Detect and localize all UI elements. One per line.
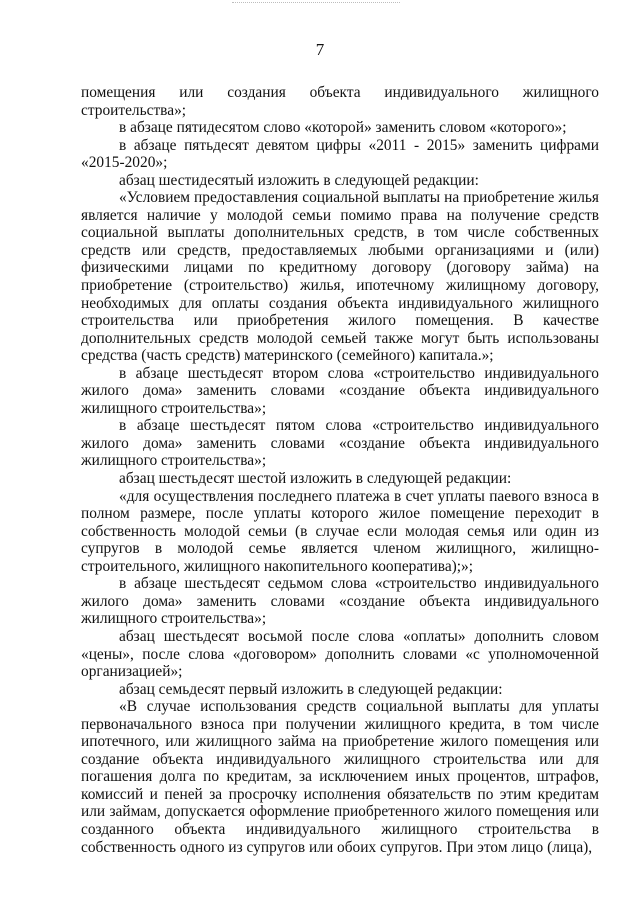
paragraph: в абзаце шестьдесят втором слова «строительство индивидуального жилого дома» заменить словами «создание объекта индивидуального жилищного строительства»; [81, 364, 599, 417]
paragraph: абзац шестидесятый изложить в следующей редакции: [119, 171, 479, 189]
paragraph: в абзаце шестьдесят пятом слова «строительство индивидуального жилого дома» заменить словами «создание объекта индивидуального жилищного строительства»; [81, 417, 599, 470]
paragraph-quote: «В случае использования средств социальной выплаты для уплаты первоначального взноса при получении жилищного кредита, в том числе ипотечного, или жилищного займа на приобретение жилого помещения или создание объекта индивидуального жилищного строительства или для погашения долга по кредитам, за исключением иных процентов, штрафов, комиссий и пеней за просрочку исполнения обязательств по этим кредитам или займам, допускается оформление приобретенного жилого помещения или созданного объекта индивидуального жилищного строительства в собственность одного из супругов или обоих супругов. При этом лицо (лица), [81, 698, 599, 856]
paragraph-quote: «Условием предоставления социальной выплаты на приобретение жилья является наличие у молодой семьи помимо права на получение средств социальной выплаты дополнительных средств, в том числе собственных средств или средств, предоставляемых любыми организациями и (или) физическими лицами по кредитному договору (договору займа) на приобретение (строительство) жилья, ипотечному жилищному договору, необходимых для оплаты создания объекта индивидуального жилищного строительства или приобретения жилого помещения. В качестве дополнительных средств молодой семьей также могут быть использованы средства (часть средств) материнского (семейного) капитала.»; [81, 189, 599, 365]
document-body [81, 84, 599, 856]
paragraph: абзац шестьдесят восьмой после слова «оплаты» дополнить словом «цены», после слова «договором» дополнить словами «с уполномоченной организацией»; [81, 627, 599, 681]
paragraph: в абзаце пятидесятом слово «которой» заменить словом «которого»; [119, 119, 567, 137]
paragraph: в абзаце шестьдесят седьмом слова «строительство индивидуального жилого дома» заменить словами «создание объекта индивидуального жилищного строительства»; [81, 575, 599, 628]
paragraph-quote: «для осуществления последнего платежа в счет уплаты паевого взноса в полном размере, после уплаты которого жилое помещение переходит в собственность молодой семьи (в случае если молодая семья или один из супругов в молодой семье является членом жилищного, жилищно-строительного, жилищного накопительного кооператива);»; [81, 487, 599, 575]
paragraph: в абзаце пятьдесят девятом цифры «2011 - 2015» заменить цифрами «2015-2020»; [81, 136, 599, 172]
paragraph: абзац семьдесят первый изложить в следующей редакции: [119, 680, 503, 698]
page-number: 7 [315, 40, 325, 59]
paragraph: абзац шестьдесят шестой изложить в следующей редакции: [119, 470, 512, 488]
top-edge-divider [232, 2, 400, 3]
paragraph-continuation: помещения или создания объекта индивидуального жилищного строительства»; [81, 84, 599, 119]
